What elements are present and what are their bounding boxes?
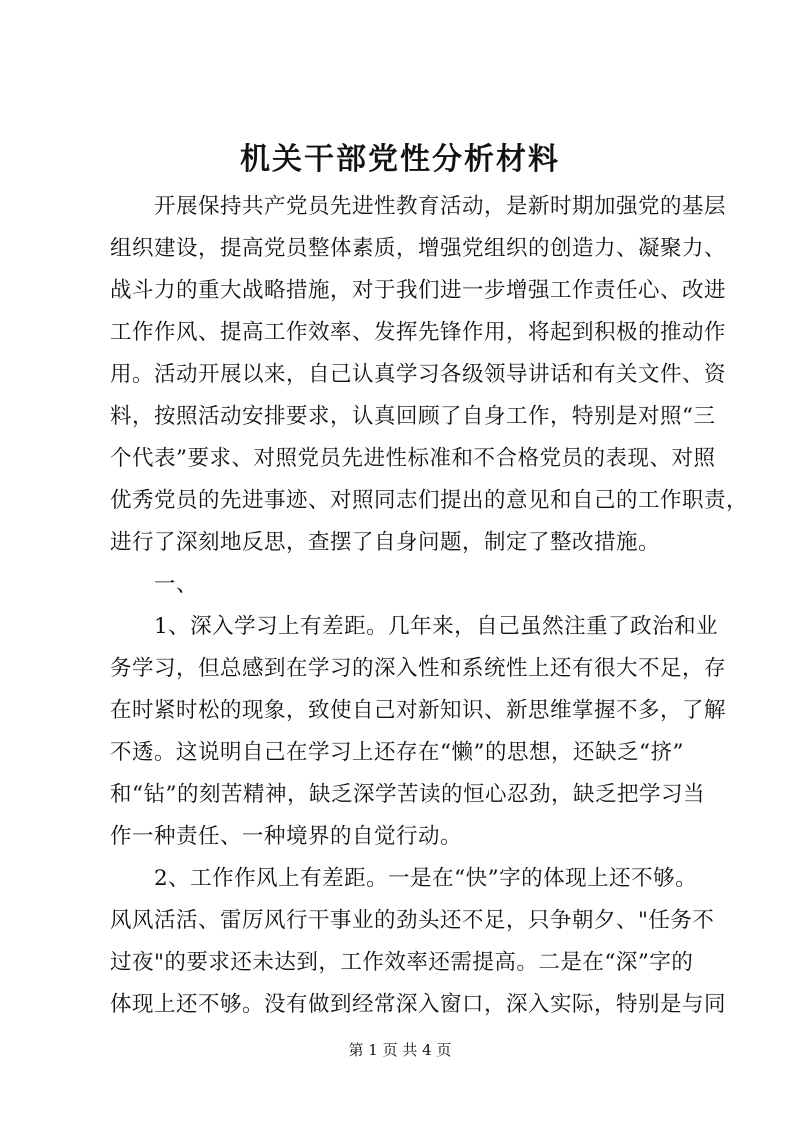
body-line: 务学习，但总感到在学习的深入性和系统性上还有很大不足，存: [110, 656, 727, 681]
body-line: 不透。这说明自己在学习上还存在“懒”的思想，还缺乏“挤”: [110, 740, 684, 765]
body-line: 个代表”要求、对照党员先进性标准和不合格党员的表现、对照: [110, 446, 716, 471]
section-heading: 一、: [110, 572, 199, 597]
document-title: 机关干部党性分析材料: [240, 142, 560, 177]
body-line: 工作作风、提高工作效率、发挥先锋作用，将起到积极的推动作: [110, 320, 727, 345]
body-line: 2、工作作风上有差距。一是在“快”字的体现上还不够。: [110, 866, 698, 891]
body-line: 1、深入学习上有差距。几年来，自己虽然注重了政治和业: [110, 614, 719, 639]
body-line: 开展保持共产党员先进性教育活动，是新时期加强党的基层: [110, 194, 727, 219]
body-line: 和“钻”的刻苦精神，缺乏深学苦读的恒心忍劲，缺乏把学习当: [110, 782, 705, 807]
body-line: 作一种责任、一种境界的自觉行动。: [110, 824, 463, 849]
body-line: 组织建设，提高党员整体素质，增强党组织的创造力、凝聚力、: [110, 236, 727, 261]
body-line: 优秀党员的先进事迹、对照同志们提出的意见和自己的工作职责，: [110, 488, 749, 513]
body-line: 用。活动开展以来，自己认真学习各级领导讲话和有关文件、资: [110, 362, 727, 387]
body-line: 战斗力的重大战略措施，对于我们进一步增强工作责任心、改进: [110, 278, 727, 303]
body-line: 料，按照活动安排要求，认真回顾了自身工作，特别是对照“三: [110, 404, 716, 429]
body-line: 风风活活、雷厉风行干事业的劲头还不足，只争朝夕、"任务不: [110, 908, 715, 933]
page-number-footer: 第 1 页 共 4 页: [348, 1041, 452, 1059]
body-line: 在时紧时松的现象，致使自己对新知识、新思维掌握不多，了解: [110, 698, 727, 723]
body-line: 体现上还不够。没有做到经常深入窗口，深入实际，特别是与同: [110, 992, 727, 1017]
body-line: 进行了深刻地反思，查摆了自身问题，制定了整改措施。: [110, 530, 661, 555]
body-line: 过夜"的要求还未达到，工作效率还需提高。二是在“深”字的: [110, 950, 694, 975]
